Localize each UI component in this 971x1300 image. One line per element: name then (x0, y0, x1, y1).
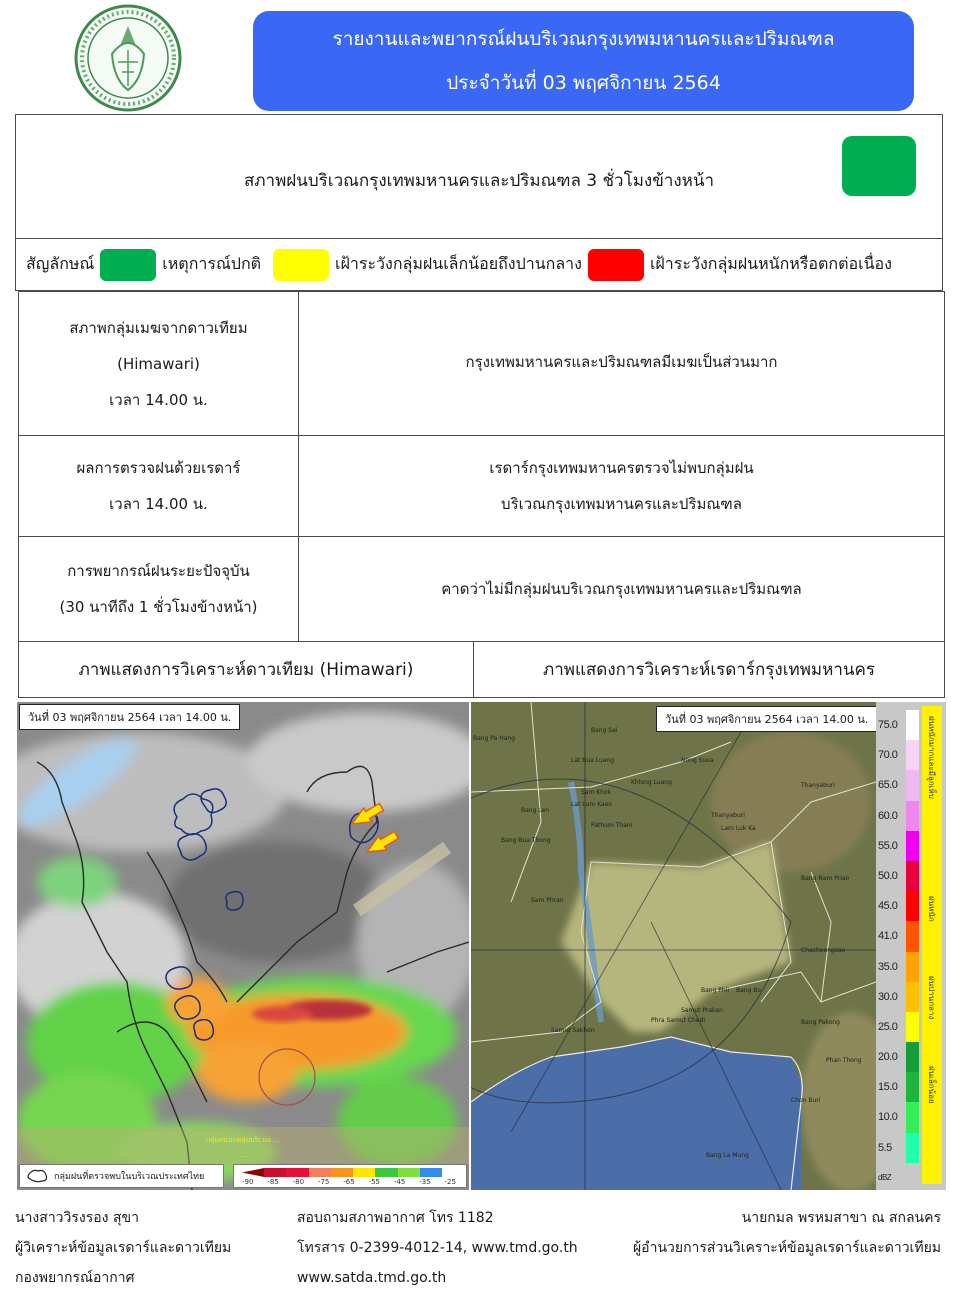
row-value-radar: เรดาร์กรุงเทพมหานครตรวจไม่พบกลุ่มฝน บริเวณกรุงเทพมหานครและปริมณฑล (299, 436, 945, 537)
rain-cluster-legend: กลุ่มฝนที่ตรวจพบในบริเวณประเทศไทย (19, 1164, 224, 1188)
reflectivity-color-bar (906, 710, 919, 1163)
legend-item-normal: เหตุการณ์ปกติ (162, 254, 262, 273)
svg-text:Bang Bua Thong: Bang Bua Thong (501, 837, 551, 844)
radar-timestamp: วันที่ 03 พฤศจิกายน 2564 เวลา 14.00 น. (656, 706, 877, 732)
legend-swatch-heavy (588, 249, 644, 281)
row-value-satellite: กรุงเทพมหานครและปริมณฑลมีเมฆเป็นส่วนมาก (299, 292, 945, 436)
svg-text:Bang Len: Bang Len (521, 807, 550, 814)
contact-fax-web[interactable]: โทรสาร 0-2399-4012-14, www.tmd.go.th (297, 1240, 578, 1256)
svg-text:Khlong Luang: Khlong Luang (631, 779, 672, 786)
contact-phone: สอบถามสภาพอากาศ โทร 1182 (297, 1210, 494, 1226)
svg-text:Chon Buri: Chon Buri (791, 1097, 821, 1104)
legend-swatch-normal (100, 249, 156, 281)
tmd-seal-logo (72, 2, 184, 114)
analyst-name: นางสาววิรงรอง สุขา (15, 1210, 139, 1226)
info-table (18, 291, 945, 642)
svg-text:Thanyaburi: Thanyaburi (711, 812, 745, 819)
director-role: ผู้อำนวยการส่วนวิเคราะห์ข้อมูลเรดาร์และดาวเทียม (632, 1240, 941, 1256)
legend-item-light-moderate: เฝ้าระวังกลุ่มฝนเล็กน้อยถึงปานกลาง (335, 254, 582, 273)
svg-text:Bang Nam Priao: Bang Nam Priao (801, 875, 850, 882)
table-row (19, 292, 945, 436)
reflectivity-scale (876, 702, 946, 1190)
svg-text:Pathum Thani: Pathum Thani (591, 822, 633, 829)
rain-intensity-labels: ฝนหนักมากและมีลูกเห็บ ฝนหนัก ฝนปานกลาง ฝนเล็กน้อย (922, 706, 942, 1184)
satellite-image-title: ภาพแสดงการวิเคราะห์ดาวเทียม (Himawari) (19, 642, 474, 697)
reflectivity-scale-values: 75.0 70.0 65.0 60.0 55.0 50.0 45.0 41.0 35.0 30.0 25.0 20.0 15.0 10.0 5.5 dBZ (878, 719, 898, 1182)
svg-text:Chachoengsao: Chachoengsao (801, 947, 846, 954)
row-label-nowcast: การพยากรณ์ฝนระยะปัจจุบัน (30 นาทีถึง 1 ชั่วโมงข้างหน้า) (19, 537, 299, 642)
report-date: ประจำวันที่ 03 พฤศจิกายน 2564 (446, 72, 721, 94)
analyst-role: ผู้วิเคราะห์ข้อมูลเรดาร์และดาวเทียม (15, 1240, 232, 1256)
svg-text:Bang La Mung: Bang La Mung (706, 1152, 749, 1159)
svg-text:Sam Phran: Sam Phran (531, 897, 564, 904)
legend-item-heavy: เฝ้าระวังกลุ่มฝนหนักหรือตกต่อเนื่อง (649, 254, 892, 273)
svg-text:Phan Thong: Phan Thong (826, 1057, 862, 1064)
svg-text:Thanyaburi: Thanyaburi (801, 782, 835, 789)
legend-row (15, 238, 943, 291)
svg-text:Bang Pa Hang: Bang Pa Hang (473, 735, 516, 742)
svg-text:Phra Samut Chedi: Phra Samut Chedi (651, 1017, 706, 1024)
legend-label: สัญลักษณ์ (26, 254, 95, 273)
status-indicator-green (842, 136, 916, 196)
radar-image (471, 702, 946, 1190)
contact-website[interactable]: www.satda.tmd.go.th (297, 1270, 447, 1286)
footer-director (633, 1203, 941, 1263)
satellite-caption-line2: ... (239, 1151, 247, 1159)
legend-swatch-light-moderate (273, 249, 329, 281)
rain-outlook-box (15, 114, 943, 239)
svg-text:Bang Bo: Bang Bo (736, 987, 762, 994)
cloud-outline-icon (26, 1169, 48, 1183)
satellite-timestamp: วันที่ 03 พฤศจิกายน 2564 เวลา 14.00 น. (19, 704, 240, 730)
satellite-map-graphic (17, 702, 469, 1190)
satellite-image (17, 702, 469, 1190)
images-header (18, 641, 945, 698)
row-label-satellite: สภาพกลุ่มเมฆจากดาวเทียม (Himawari) เวลา 14.00 น. (19, 292, 299, 436)
svg-text:Bang Phli: Bang Phli (701, 987, 730, 994)
satellite-caption-line1: กลุ่มฝนปกคลุมบริเวณ ... (205, 1136, 281, 1144)
svg-text:Nong Suea: Nong Suea (681, 757, 714, 764)
row-value-nowcast: คาดว่าไม่มีกลุ่มฝนบริเวณกรุงเทพมหานครและปริมณฑล (299, 537, 945, 642)
svg-text:Lat Lum Kaeo: Lat Lum Kaeo (571, 801, 612, 808)
svg-text:Bang Sai: Bang Sai (591, 727, 618, 734)
table-row (19, 537, 945, 642)
table-row (19, 436, 945, 537)
svg-text:Bang Pakong: Bang Pakong (801, 1019, 840, 1026)
svg-text:Samut Prakan: Samut Prakan (681, 1007, 723, 1014)
svg-text:Lat Bua Luang: Lat Bua Luang (571, 757, 615, 764)
radar-image-title: ภาพแสดงการวิเคราะห์เรดาร์กรุงเทพมหานคร (542, 660, 876, 680)
temperature-color-scale: -90 -85 -80 -75 -65 -55 -45 -35 -25 (233, 1164, 467, 1188)
rain-outlook-title: สภาพฝนบริเวณกรุงเทพมหานครและปริมณฑล 3 ชั่วโมงข้างหน้า (243, 171, 715, 191)
footer-analyst (15, 1203, 231, 1293)
director-name: นายกมล พรหมสาขา ณ สกลนคร (741, 1210, 941, 1226)
footer-contact (297, 1203, 578, 1293)
radar-map-graphic (471, 702, 876, 1190)
analyst-division: กองพยากรณ์อากาศ (15, 1270, 135, 1286)
svg-text:Lam Luk Ka: Lam Luk Ka (721, 825, 756, 832)
svg-text:Samut Sakhon: Samut Sakhon (551, 1027, 595, 1034)
report-title: รายงานและพยากรณ์ฝนบริเวณกรุงเทพมหานครและปริมณฑล (332, 28, 835, 50)
svg-text:Sam Khok: Sam Khok (581, 789, 612, 796)
tmd-seal-icon (72, 2, 184, 114)
report-title-banner (253, 11, 914, 111)
row-label-radar: ผลการตรวจฝนด้วยเรดาร์ เวลา 14.00 น. (19, 436, 299, 537)
